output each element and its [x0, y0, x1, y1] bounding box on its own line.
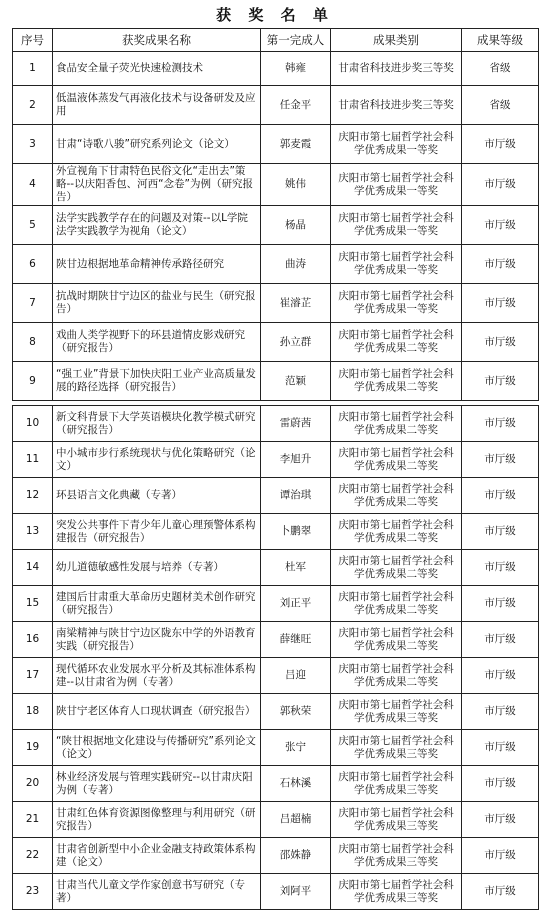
row-number: 19	[13, 730, 53, 766]
award-name: 陕甘宁老区体育人口现状调查（研究报告）	[53, 694, 261, 730]
award-category: 庆阳市第七届哲学社会科学优秀成果三等奖	[331, 694, 462, 730]
table-row	[13, 125, 539, 164]
table-header-row	[13, 29, 539, 52]
table-row	[13, 658, 539, 694]
first-completer: 郭秋荣	[261, 694, 331, 730]
row-number: 10	[13, 406, 53, 442]
row-number: 12	[13, 478, 53, 514]
award-level: 市厅级	[462, 164, 539, 206]
award-level: 市厅级	[462, 550, 539, 586]
award-category: 庆阳市第七届哲学社会科学优秀成果二等奖	[331, 406, 462, 442]
award-level: 市厅级	[462, 730, 539, 766]
award-level: 市厅级	[462, 362, 539, 401]
table-row	[13, 206, 539, 245]
award-category: 庆阳市第七届哲学社会科学优秀成果三等奖	[331, 874, 462, 910]
table-row	[13, 802, 539, 838]
award-name: 南梁精神与陕甘宁边区陇东中学的外语教育实践（研究报告）	[53, 622, 261, 658]
table-row	[13, 694, 539, 730]
first-completer: 薛继旺	[261, 622, 331, 658]
first-completer: 崔濬芷	[261, 284, 331, 323]
award-category: 庆阳市第七届哲学社会科学优秀成果二等奖	[331, 442, 462, 478]
row-number: 1	[13, 52, 53, 86]
row-number: 5	[13, 206, 53, 245]
row-number: 23	[13, 874, 53, 910]
award-level: 市厅级	[462, 125, 539, 164]
award-level: 市厅级	[462, 442, 539, 478]
first-completer: 吕迎	[261, 658, 331, 694]
first-completer: 雷蔚茜	[261, 406, 331, 442]
row-number: 15	[13, 586, 53, 622]
award-level: 市厅级	[462, 478, 539, 514]
row-number: 22	[13, 838, 53, 874]
award-name: 甘肃红色体育资源图像整理与利用研究（研究报告）	[53, 802, 261, 838]
award-category: 庆阳市第七届哲学社会科学优秀成果二等奖	[331, 362, 462, 401]
first-completer: 孙立群	[261, 323, 331, 362]
first-completer: 曲涛	[261, 245, 331, 284]
first-completer: 邵姝静	[261, 838, 331, 874]
award-category: 庆阳市第七届哲学社会科学优秀成果一等奖	[331, 164, 462, 206]
header-level: 成果等级	[462, 29, 539, 52]
table-row	[13, 838, 539, 874]
header-category: 成果类别	[331, 29, 462, 52]
award-name: 法学实践教学存在的问题及对策--以L学院法学实践教学为视角（论文）	[53, 206, 261, 245]
award-level: 市厅级	[462, 658, 539, 694]
award-category: 甘肃省科技进步奖三等奖	[331, 86, 462, 125]
award-name: 甘肃“诗歌八骏”研究系列论文（论文）	[53, 125, 261, 164]
row-number: 21	[13, 802, 53, 838]
table-row	[13, 86, 539, 125]
first-completer: 石林溪	[261, 766, 331, 802]
award-category: 庆阳市第七届哲学社会科学优秀成果二等奖	[331, 658, 462, 694]
award-category: 庆阳市第七届哲学社会科学优秀成果二等奖	[331, 323, 462, 362]
first-completer: 吕超楠	[261, 802, 331, 838]
award-name: 陕甘边根据地革命精神传承路径研究	[53, 245, 261, 284]
award-level: 市厅级	[462, 694, 539, 730]
award-name: 现代循环农业发展水平分析及其标准体系构建--以甘肃省为例（专著）	[53, 658, 261, 694]
award-name: 甘肃省创新型中小企业金融支持政策体系构建（论文）	[53, 838, 261, 874]
award-name: 甘肃当代儿童文学作家创意书写研究（专著）	[53, 874, 261, 910]
award-level: 市厅级	[462, 323, 539, 362]
award-name: 建国后甘肃重大革命历史题材美术创作研究（研究报告）	[53, 586, 261, 622]
award-category: 庆阳市第七届哲学社会科学优秀成果二等奖	[331, 586, 462, 622]
award-level: 市厅级	[462, 838, 539, 874]
award-name: 食品安全量子荧光快速检测技术	[53, 52, 261, 86]
table-row	[13, 362, 539, 401]
award-table-part-2	[12, 405, 539, 910]
award-level: 市厅级	[462, 586, 539, 622]
first-completer: 卜鹏翠	[261, 514, 331, 550]
table-row	[13, 442, 539, 478]
row-number: 13	[13, 514, 53, 550]
award-level: 市厅级	[462, 284, 539, 323]
award-category: 庆阳市第七届哲学社会科学优秀成果一等奖	[331, 284, 462, 323]
award-category: 庆阳市第七届哲学社会科学优秀成果一等奖	[331, 125, 462, 164]
row-number: 7	[13, 284, 53, 323]
award-category: 庆阳市第七届哲学社会科学优秀成果三等奖	[331, 838, 462, 874]
award-category: 庆阳市第七届哲学社会科学优秀成果二等奖	[331, 550, 462, 586]
row-number: 17	[13, 658, 53, 694]
table-row	[13, 514, 539, 550]
table-row	[13, 164, 539, 206]
table-row	[13, 766, 539, 802]
award-level: 市厅级	[462, 406, 539, 442]
table-row	[13, 550, 539, 586]
table-row	[13, 586, 539, 622]
first-completer: 姚伟	[261, 164, 331, 206]
award-category: 庆阳市第七届哲学社会科学优秀成果二等奖	[331, 622, 462, 658]
award-name: 林业经济发展与管理实践研究--以甘肃庆阳为例（专著）	[53, 766, 261, 802]
award-name: 新文科背景下大学英语模块化教学模式研究（研究报告）	[53, 406, 261, 442]
table-row	[13, 874, 539, 910]
award-name: 幼儿道德敏感性发展与培养（专著）	[53, 550, 261, 586]
award-category: 庆阳市第七届哲学社会科学优秀成果三等奖	[331, 802, 462, 838]
table-row	[13, 730, 539, 766]
table-row	[13, 323, 539, 362]
award-category: 庆阳市第七届哲学社会科学优秀成果二等奖	[331, 514, 462, 550]
first-completer: 刘正平	[261, 586, 331, 622]
award-level: 市厅级	[462, 874, 539, 910]
award-name: 戏曲人类学视野下的环县道情皮影戏研究（研究报告）	[53, 323, 261, 362]
award-category: 庆阳市第七届哲学社会科学优秀成果三等奖	[331, 766, 462, 802]
award-level: 市厅级	[462, 766, 539, 802]
first-completer: 刘阿平	[261, 874, 331, 910]
award-category: 庆阳市第七届哲学社会科学优秀成果一等奖	[331, 245, 462, 284]
header-no: 序号	[13, 29, 53, 52]
award-name: 突发公共事件下青少年儿童心理预警体系构建报告（研究报告）	[53, 514, 261, 550]
page-title: 获 奖 名 单	[216, 6, 334, 24]
award-level: 市厅级	[462, 206, 539, 245]
first-completer: 范颖	[261, 362, 331, 401]
award-name: 中小城市步行系统现状与优化策略研究（论文）	[53, 442, 261, 478]
award-category: 庆阳市第七届哲学社会科学优秀成果三等奖	[331, 730, 462, 766]
award-table-part-1	[12, 28, 539, 401]
award-name: 外宣视角下甘肃特色民俗文化“走出去”策略--以庆阳香包、河西“念卷”为例（研究报告）	[53, 164, 261, 206]
row-number: 9	[13, 362, 53, 401]
first-completer: 任金平	[261, 86, 331, 125]
award-name: “强工业”背景下加快庆阳工业产业高质量发展的路径选择（研究报告）	[53, 362, 261, 401]
first-completer: 杨晶	[261, 206, 331, 245]
award-category: 庆阳市第七届哲学社会科学优秀成果一等奖	[331, 206, 462, 245]
award-level: 市厅级	[462, 514, 539, 550]
header-person: 第一完成人	[261, 29, 331, 52]
row-number: 6	[13, 245, 53, 284]
award-level: 市厅级	[462, 622, 539, 658]
row-number: 16	[13, 622, 53, 658]
table-row	[13, 245, 539, 284]
first-completer: 杜军	[261, 550, 331, 586]
row-number: 8	[13, 323, 53, 362]
award-category: 庆阳市第七届哲学社会科学优秀成果二等奖	[331, 478, 462, 514]
header-name: 获奖成果名称	[53, 29, 261, 52]
first-completer: 李旭升	[261, 442, 331, 478]
award-level: 市厅级	[462, 802, 539, 838]
row-number: 3	[13, 125, 53, 164]
row-number: 2	[13, 86, 53, 125]
award-name: 低温液体蒸发气再液化技术与设备研发及应用	[53, 86, 261, 125]
first-completer: 郭麦霞	[261, 125, 331, 164]
award-name: “陕甘根据地文化建设与传播研究”系列论文（论文）	[53, 730, 261, 766]
table-row	[13, 478, 539, 514]
award-level: 省级	[462, 52, 539, 86]
row-number: 18	[13, 694, 53, 730]
table-row	[13, 284, 539, 323]
first-completer: 谭治琪	[261, 478, 331, 514]
award-name: 抗战时期陕甘宁边区的盐业与民生（研究报告）	[53, 284, 261, 323]
first-completer: 韩雍	[261, 52, 331, 86]
table-row	[13, 52, 539, 86]
award-level: 省级	[462, 86, 539, 125]
table-row	[13, 622, 539, 658]
award-name: 环县语言文化典藏（专著）	[53, 478, 261, 514]
row-number: 20	[13, 766, 53, 802]
award-level: 市厅级	[462, 245, 539, 284]
award-category: 甘肃省科技进步奖三等奖	[331, 52, 462, 86]
row-number: 14	[13, 550, 53, 586]
first-completer: 张宁	[261, 730, 331, 766]
row-number: 4	[13, 164, 53, 206]
table-row	[13, 406, 539, 442]
row-number: 11	[13, 442, 53, 478]
